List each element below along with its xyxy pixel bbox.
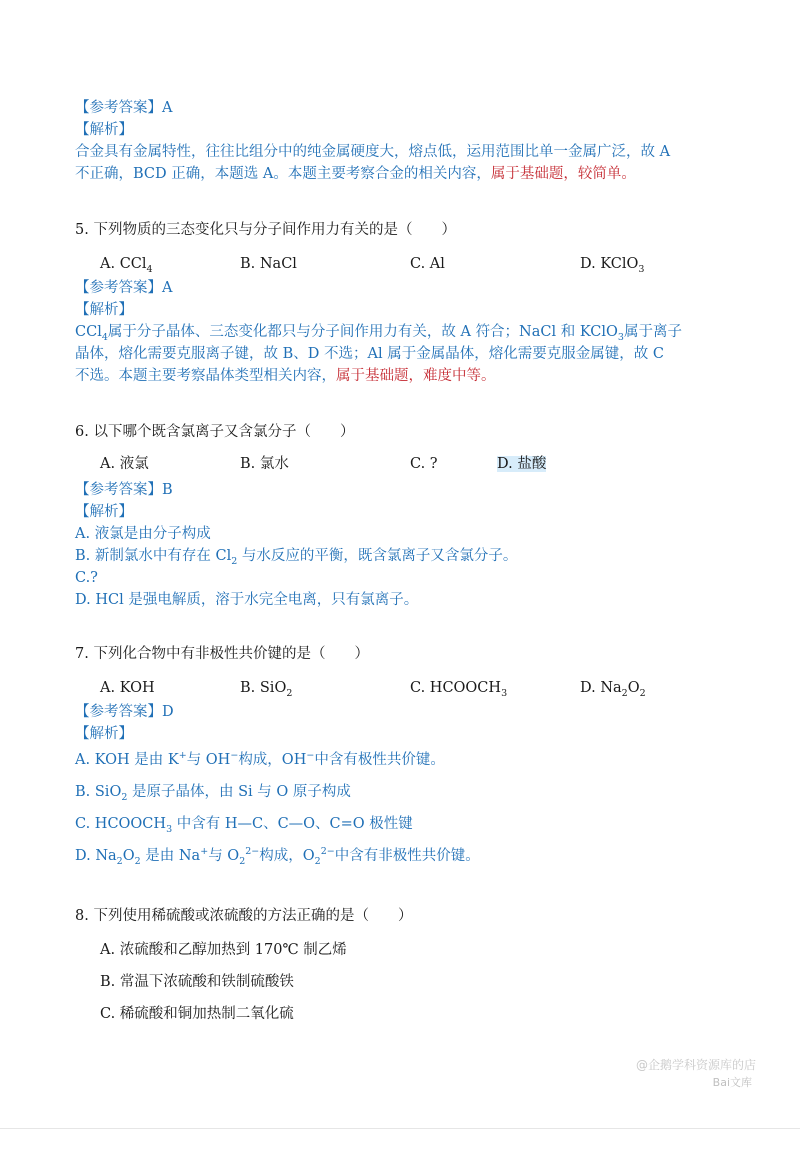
question-6-stem: 6. 以下哪个既含氯离子又含氯分子（ ） [75, 424, 355, 440]
q7-option-c: C. $HCOOCH_3$ [410, 680, 508, 699]
q5-option-a: A. CCl$_4$ [100, 256, 153, 275]
watermark-shop: @企鹅学科资源库的店 [635, 1058, 756, 1072]
q6-option-b: B. 氯水 [240, 456, 289, 472]
q5-option-d: D. KClO$_3$ [580, 256, 645, 275]
analysis-text: B. SiO$_2$ 是原子晶体，由 Si 与 O 原子构成 [75, 784, 351, 803]
question-5-stem: 5. 下列物质的三态变化只与分子间作用力有关的是（ ） [75, 222, 456, 238]
question-7-stem: 7. 下列化合物中有非极性共价键的是（ ） [75, 646, 369, 662]
q8-option-a: A. 浓硫酸和乙醇加热到 170℃ 制乙烯 [100, 942, 347, 958]
answer-line: 【参考答案】A [75, 100, 173, 116]
analysis-label: 【解析】 [75, 302, 133, 318]
analysis-text: A. KOH 是由 K+与 OH−构成，OH−中含有极性共价键。 [75, 750, 445, 768]
analysis-text: D. $Na_2O_2$ 是由 Na+与 $O_2^{2-}$构成，$O_2^{2-}$中含有非极性共价键。 [75, 846, 480, 867]
analysis-text: C. $HCOOCH_3$ 中含有 H—C、C—O、C=O 极性键 [75, 816, 413, 835]
page-bottom-divider [0, 1128, 800, 1129]
analysis-text: A. 液氯是由分子构成 [75, 526, 211, 542]
analysis-text: D. HCl 是强电解质，溶于水完全电离，只有氯离子。 [75, 592, 419, 608]
analysis-text: B. 新制氯水中有存在 $Cl_2$ 与水反应的平衡，既含氯离子又含氯分子。 [75, 548, 518, 567]
q8-option-c: C. 稀硫酸和铜加热制二氧化硫 [100, 1006, 294, 1022]
q5-option-b: B. NaCl [240, 256, 297, 272]
q7-option-d: D. $Na_2O_2$ [580, 680, 646, 699]
analysis-text: 晶体，熔化需要克服离子键，故 B、D 不选；Al 属于金属晶体，熔化需要克服金属键，故 C [75, 346, 664, 362]
q6-option-a: A. 液氯 [100, 456, 149, 472]
analysis-text: 合金具有金属特性，往往比组分中的纯金属硬度大，熔点低，运用范围比单一金属广泛，故 A [75, 144, 671, 160]
analysis-text: C.? [75, 570, 98, 586]
question-8-stem: 8. 下列使用稀硫酸或浓硫酸的方法正确的是（ ） [75, 908, 413, 924]
analysis-label: 【解析】 [75, 504, 133, 520]
analysis-text: CCl$_4$属于分子晶体、三态变化都只与分子间作用力有关，故 A 符合；NaCl 和 KClO$_3$属于离子 [75, 324, 682, 343]
q8-option-b: B. 常温下浓硫酸和铁制硫酸铁 [100, 974, 294, 990]
q6-option-c: C. ? [410, 456, 438, 472]
analysis-label: 【解析】 [75, 726, 133, 742]
answer-line: 【参考答案】A [75, 280, 173, 296]
watermark-logo: Bai文库 [712, 1076, 752, 1089]
q6-option-d: D. 盐酸 [497, 456, 547, 472]
analysis-text: 不正确，BCD 正确，本题选 A。本题主要考察合金的相关内容，属于基础题，较简单。 [75, 166, 636, 182]
answer-line: 【参考答案】B [75, 482, 173, 498]
analysis-text: 不选。本题主要考察晶体类型相关内容，属于基础题，难度中等。 [75, 368, 496, 384]
analysis-label: 【解析】 [75, 122, 133, 138]
answer-line: 【参考答案】D [75, 704, 174, 720]
q7-option-a: A. KOH [100, 680, 155, 696]
q7-option-b: B. SiO$_2$ [240, 680, 293, 699]
q5-option-c: C. Al [410, 256, 445, 272]
